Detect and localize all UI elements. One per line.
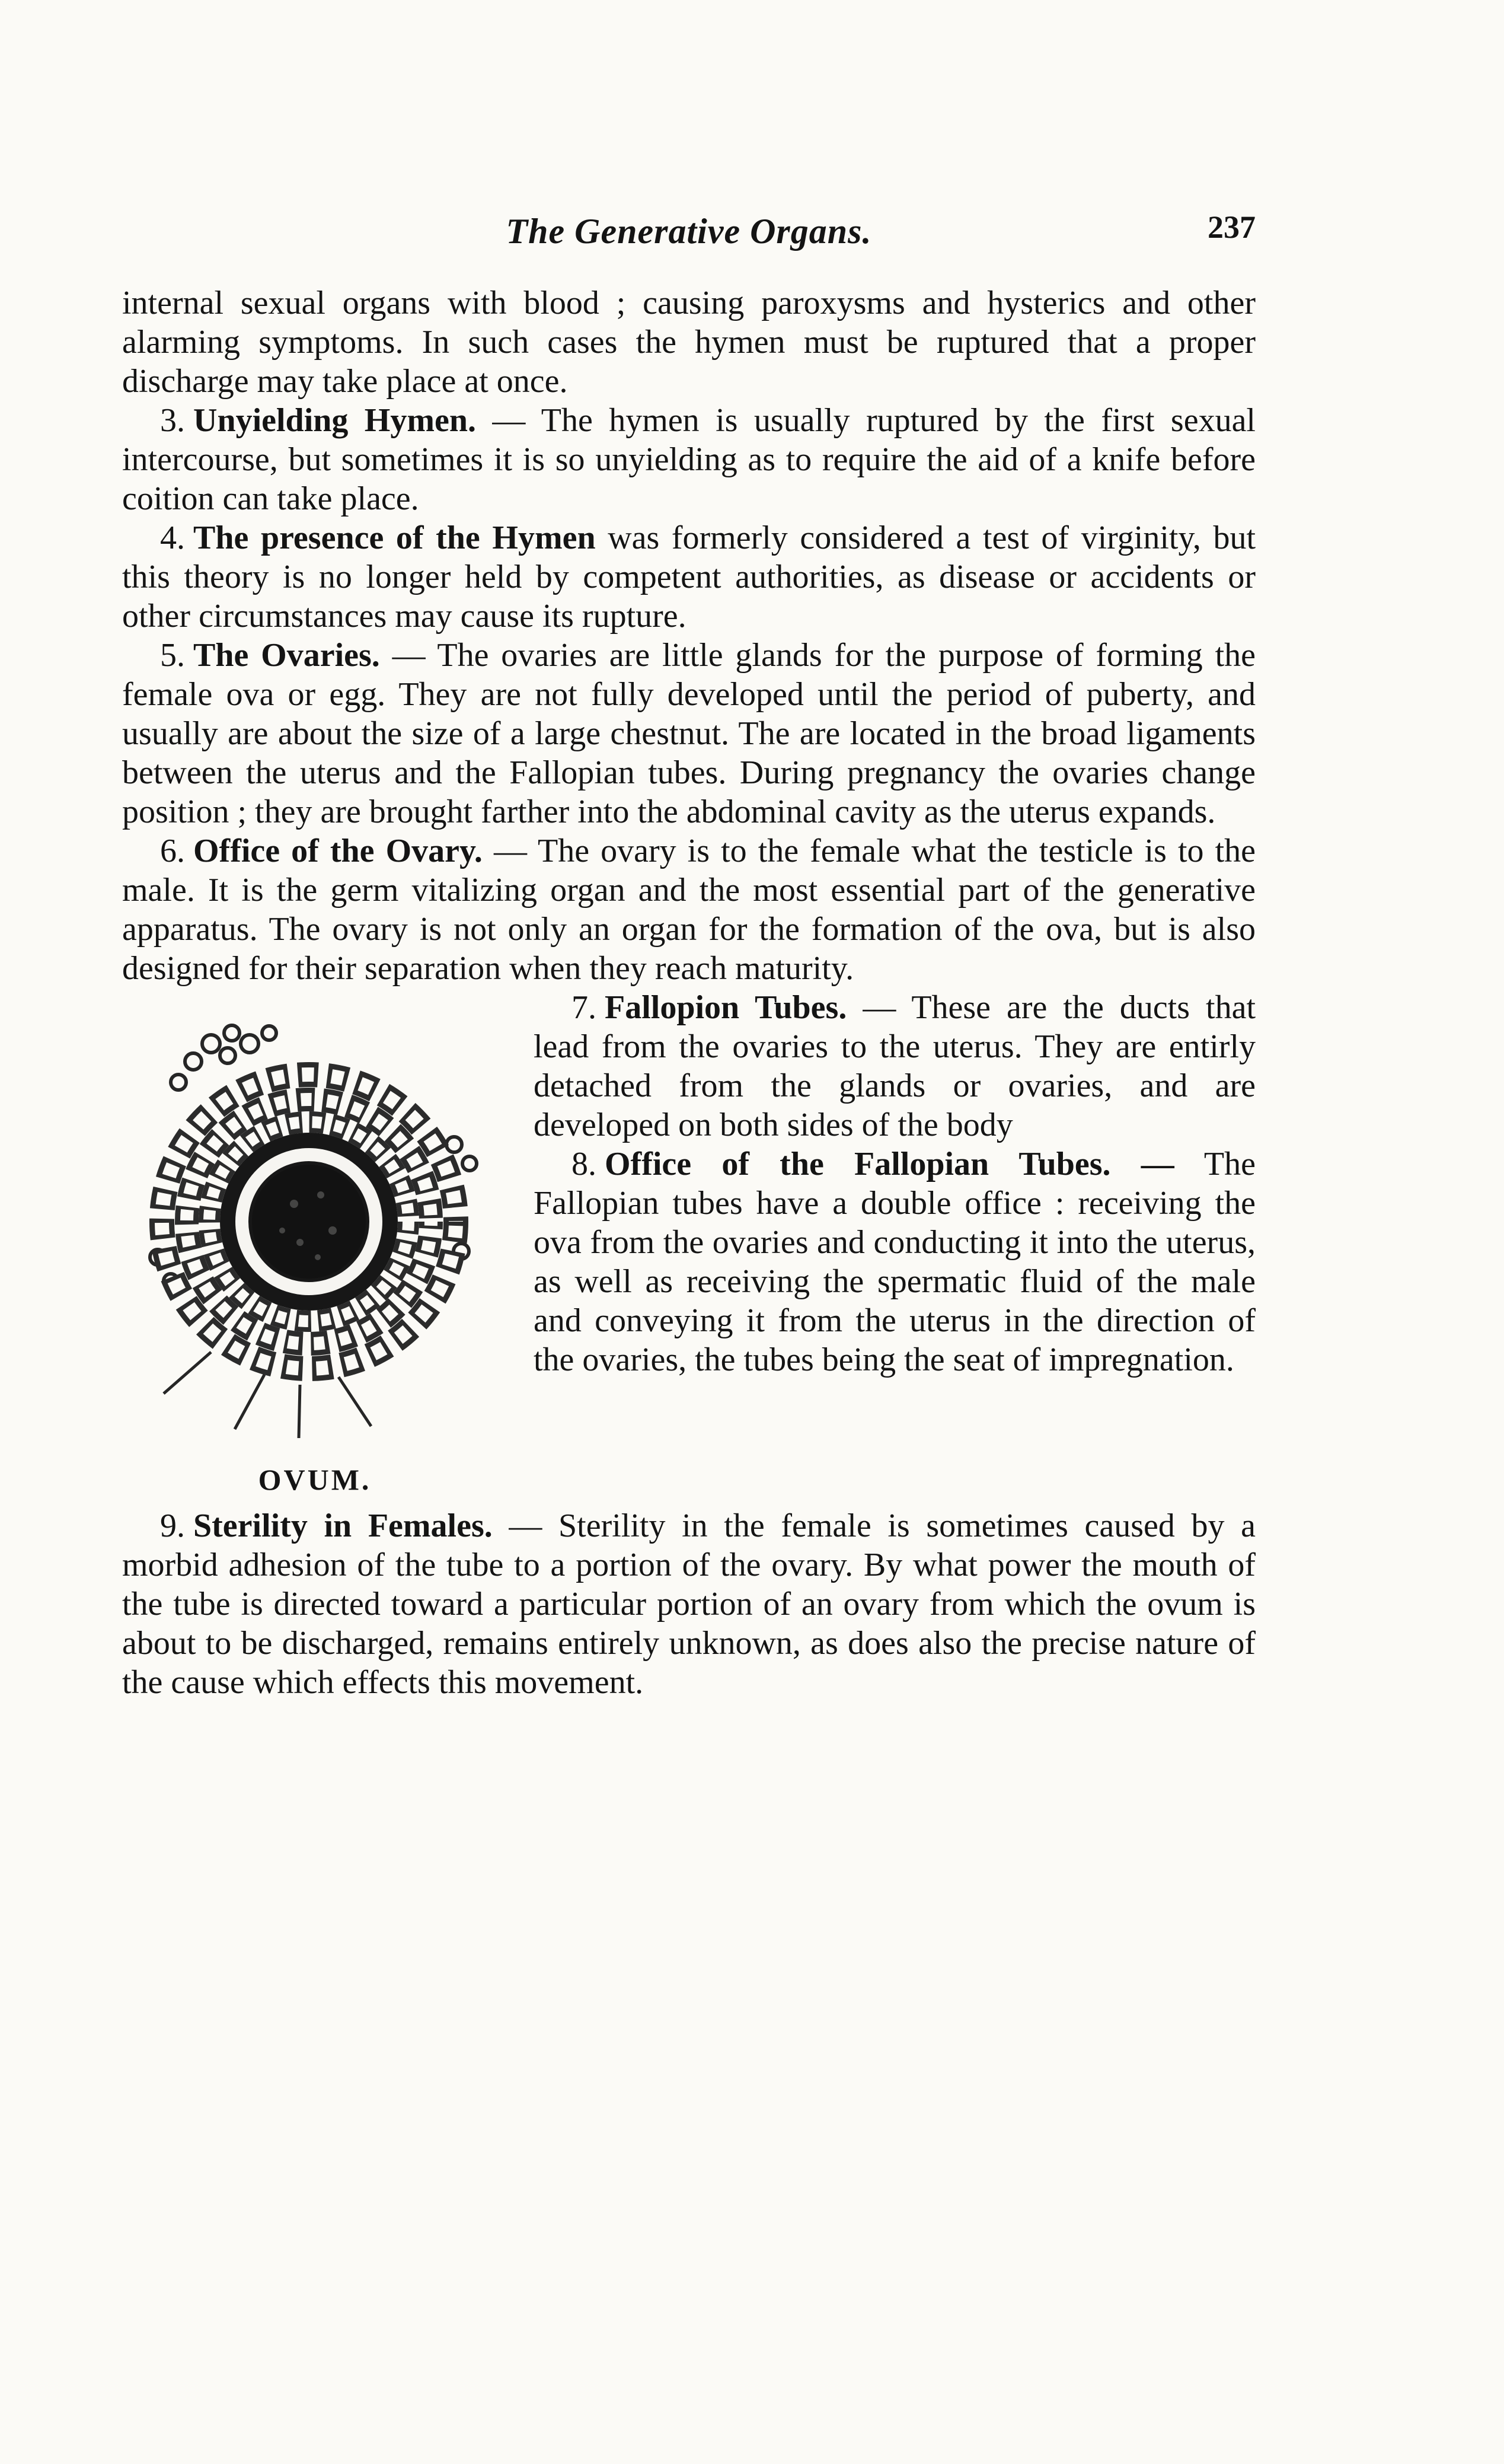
section-number: 6. bbox=[160, 833, 185, 869]
intro-paragraph bbox=[122, 283, 1256, 401]
section-number: 4. bbox=[160, 519, 185, 556]
section-paragraph-4 bbox=[122, 518, 1256, 636]
section-text: — The hymen is usually ruptured by the first sexual intercourse, but sometimes it is so unyielding as to require the aid of a knife before coition can take place. bbox=[122, 402, 1256, 517]
section-paragraph-6 bbox=[122, 831, 1256, 988]
section-paragraph-9 bbox=[122, 1506, 1256, 1702]
page-content bbox=[122, 208, 1256, 1702]
section-text: — The ovary is to the female what the testicle is to the male. It is the germ vitalizing organ and the most essential part of the generative apparatus. The ovary is not only an organ for the formation of the ova, but is also designed for their separation when they reach maturity. bbox=[122, 833, 1256, 987]
page-header bbox=[122, 208, 1256, 262]
section-number: 5. bbox=[160, 637, 185, 674]
section-heading: The presence of the Hymen bbox=[193, 519, 596, 556]
section-heading: Office of the Ovary. bbox=[193, 833, 483, 869]
section-number: 7. bbox=[571, 989, 596, 1026]
section-number: 8. bbox=[571, 1146, 596, 1182]
section-heading: Office of the Fallopian Tubes. — bbox=[605, 1146, 1174, 1182]
intro-text: internal sexual organs with blood ; causing paroxysms and hysterics and other alarming symptoms. In such cases the hymen must be ruptured that a proper discharge may take place at once. bbox=[122, 285, 1256, 400]
figure-caption: OVUM. bbox=[258, 1463, 372, 1496]
section-paragraph-5 bbox=[122, 636, 1256, 831]
section-paragraph-3 bbox=[122, 401, 1256, 518]
section-heading: The Ovaries. bbox=[193, 637, 380, 674]
section-number: 3. bbox=[160, 402, 185, 439]
section-text: — Sterility in the female is sometimes caused by a morbid adhesion of the tube to a portion of the ovary. By what power the mouth of the tube is directed toward a particular portion of an ovary from which the ovum is about to be discharged, remains entirely unknown, as does also the precise nature of the cause which effects this movement. bbox=[122, 1507, 1256, 1701]
ovum-illustration bbox=[122, 1002, 507, 1459]
section-text: — The ovaries are little glands for the purpose of forming the female ova or egg. They are not fully developed until the period of puberty, and usually are about the size of a large chestnut. The are located in the broad ligaments between the uterus and the Fallopian tubes. During pregnancy the ovaries change position ; they are brought farther into the abdominal cavity as the uterus expands. bbox=[122, 637, 1256, 830]
page-number: 237 bbox=[1208, 209, 1256, 245]
page-title: The Generative Organs. bbox=[506, 212, 872, 251]
body-text bbox=[122, 283, 1256, 1702]
section-heading: Fallopion Tubes. bbox=[605, 989, 847, 1026]
section-text: was formerly considered a test of virginity, but this theory is no longer held by competent authorities, as disease or accidents or other circumstances may cause its rupture. bbox=[122, 519, 1256, 635]
ovum-figure bbox=[122, 1002, 507, 1499]
section-number: 9. bbox=[160, 1507, 185, 1544]
section-text: The Fallopian tubes have a double office : receiving the ova from the ovaries and conducting it into the uterus, as well as receiving the spermatic fluid of the male and conveying it from the uterus in the direction of the ovaries, the tubes being the seat of impregnation. bbox=[534, 1146, 1256, 1378]
section-heading: Sterility in Females. bbox=[193, 1507, 493, 1544]
section-text: — These are the ducts that lead from the ovaries to the uterus. They are entirly detached from the glands or ovaries, and are developed on both sides of the body bbox=[534, 989, 1256, 1143]
section-heading: Unyielding Hymen. bbox=[193, 402, 477, 439]
